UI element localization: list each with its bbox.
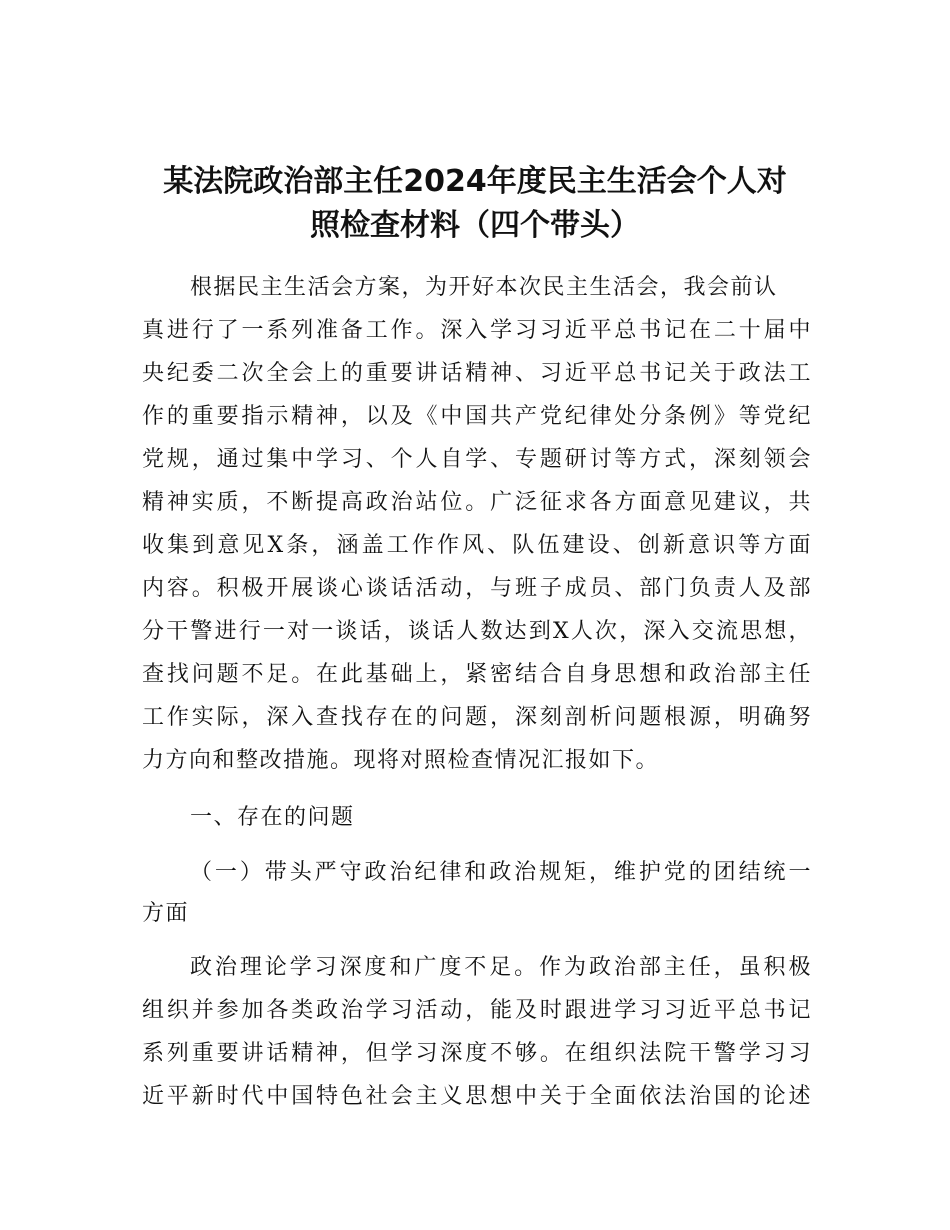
paragraph-line: 政治理论学习深度和广度不足。作为政治部主任，虽积极: [190, 955, 812, 980]
subsection-heading-line: （一）带头严守政治纪律和政治规矩，维护党的团结统一: [190, 860, 812, 885]
intro-line: 真进行了一系列准备工作。深入学习习近平总书记在二十届中: [142, 318, 812, 343]
intro-line: 央纪委二次全会上的重要讲话精神、习近平总书记关于政法工: [142, 361, 812, 386]
subsection-heading-line: 方面: [142, 901, 190, 926]
intro-line: 查找问题不足。在此基础上，紧密结合自身思想和政治部主任: [142, 662, 812, 687]
paragraph-line: 系列重要讲话精神，但学习深度不够。在组织法院干警学习习: [142, 1041, 812, 1066]
intro-line: 党规，通过集中学习、个人自学、专题研讨等方式，深刻领会: [142, 447, 812, 472]
intro-line: 内容。积极开展谈心谈话活动，与班子成员、部门负责人及部: [142, 576, 812, 601]
paragraph-line: 组织并参加各类政治学习活动，能及时跟进学习习近平总书记: [142, 998, 812, 1023]
section-heading: 一、存在的问题: [190, 805, 355, 830]
title-line-2: 照检查材料（四个带头）: [310, 208, 640, 243]
title-line-1: 某法院政治部主任2024年度民主生活会个人对: [163, 164, 787, 199]
intro-line: 分干警进行一对一谈话，谈话人数达到X人次，深入交流思想，: [142, 619, 812, 644]
intro-line: 力方向和整改措施。现将对照检查情况汇报如下。: [142, 748, 660, 773]
intro-line: 工作实际，深入查找存在的问题，深刻剖析问题根源，明确努: [142, 705, 812, 730]
intro-line: 作的重要指示精神，以及《中国共产党纪律处分条例》等党纪: [142, 404, 812, 429]
intro-line: 精神实质，不断提高政治站位。广泛征求各方面意见建议，共: [142, 490, 812, 515]
intro-line: 收集到意见X条，涵盖工作作风、队伍建设、创新意识等方面: [142, 533, 812, 558]
intro-line: 根据民主生活会方案，为开好本次民主生活会，我会前认: [190, 275, 778, 300]
document-title: [120, 160, 830, 248]
paragraph-line: 近平新时代中国特色社会主义思想中关于全面依法治国的论述: [142, 1084, 812, 1109]
